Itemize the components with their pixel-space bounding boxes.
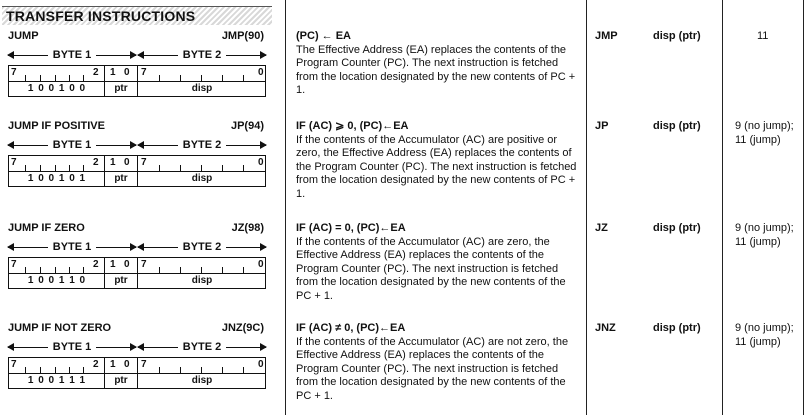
bit-field-box [8,257,266,289]
instruction-description [296,322,578,404]
description-text: The Effective Address (EA) replaces the contents of the Program Counter (PC). The next instruction is fetched from the location designated by the new contents of PC + 1. [296,43,576,97]
byte1-label [8,240,136,254]
byte2-label [138,48,266,62]
cycle-line: 9 (no jump); [735,322,794,334]
instruction-name: JUMP IF ZERO [8,222,85,234]
byte2-label [138,240,266,254]
instruction-name: JUMP [8,30,39,42]
column-rule [285,0,286,415]
instruction-format [8,240,266,290]
bit-number: 1 [110,157,116,168]
bit-number: 0 [258,67,264,78]
bit-number: 0 [258,157,264,168]
column-rule [803,0,804,415]
bit-number: 7 [141,259,147,270]
instruction-description [296,30,578,98]
instruction-format [8,138,266,188]
byte1-text: BYTE 1 [52,241,92,253]
operand: disp (ptr) [653,30,701,42]
byte1-text: BYTE 1 [52,139,92,151]
cycle-count [757,30,768,44]
bit-number: 7 [11,157,17,168]
byte2-text: BYTE 2 [182,139,222,151]
bit-field-box [8,357,266,389]
column-rule [586,0,587,415]
opcode-bits: 1 0 0 1 0 1 [27,173,87,184]
byte2-text: BYTE 2 [182,49,222,61]
operand: disp (ptr) [653,120,701,132]
disp-field: disp [191,83,213,94]
bit-number: 1 [110,359,116,370]
bit-field-box [8,155,266,187]
instruction-description [296,120,578,202]
section-header [2,6,272,25]
operand: disp (ptr) [653,222,701,234]
bit-field-box [8,65,266,97]
bit-number: 2 [93,359,99,370]
instruction-name: JUMP IF NOT ZERO [8,322,112,334]
bit-number: 0 [258,359,264,370]
cycle-line: 11 (jump) [735,235,781,248]
bit-number: 0 [258,259,264,270]
byte1-label [8,138,136,152]
column-rule [722,0,723,415]
bit-number: 1 [110,67,116,78]
ptr-field: ptr [114,83,128,94]
section-title: TRANSFER INSTRUCTIONS [6,8,196,24]
instruction-opcode: JZ(98) [231,222,264,234]
instruction-name: JUMP IF POSITIVE [8,120,105,132]
description-text: If the contents of the Accumulator (AC) are zero, the Effective Address (EA) replaces the contents of the Program Counter (PC). The next instruction is fetched from the location designated by the new contents of the PC + 1. [296,235,566,302]
cycle-line: 9 (no jump); [735,120,794,132]
byte2-label [138,340,266,354]
ptr-field: ptr [114,375,128,386]
bit-number: 2 [93,259,99,270]
bit-number: 2 [93,67,99,78]
cycle-line: 9 (no jump); [735,222,794,234]
byte1-label [8,340,136,354]
instruction-format [8,340,266,390]
byte2-text: BYTE 2 [182,241,222,253]
ptr-field: ptr [114,173,128,184]
description-text: If the contents of the Accumulator (AC) are not zero, the Effective Address (EA) replaces the contents of the Program Counter (PC). The next instruction is fetched from the location designated by the new contents of the PC + 1. [296,335,569,402]
bit-number: 0 [124,259,130,270]
bit-number: 7 [11,359,17,370]
mnemonic: JP [595,120,609,132]
instruction-description [296,222,578,304]
bit-number: 1 [110,259,116,270]
instruction-opcode: JP(94) [230,120,264,132]
bit-number: 0 [124,359,130,370]
mnemonic: JMP [595,30,618,42]
byte2-label [138,138,266,152]
cycle-count [735,222,794,249]
byte1-text: BYTE 1 [52,49,92,61]
byte2-text: BYTE 2 [182,341,222,353]
bit-number: 0 [124,157,130,168]
instruction-opcode: JNZ(9C) [221,322,264,334]
disp-field: disp [191,275,213,286]
bit-number: 2 [93,157,99,168]
cycle-line: 11 [757,30,769,42]
bit-number: 7 [141,359,147,370]
disp-field: disp [191,173,213,184]
bit-number: 0 [124,67,130,78]
cycle-count [735,120,794,147]
byte1-text: BYTE 1 [52,341,92,353]
byte1-label [8,48,136,62]
bit-number: 7 [141,157,147,168]
ptr-field: ptr [114,275,128,286]
mnemonic: JZ [595,222,608,234]
opcode-bits: 1 0 0 1 1 0 [27,275,87,286]
bit-number: 7 [141,67,147,78]
mnemonic: JNZ [595,322,616,334]
operation: (PC) ← EA [296,30,351,42]
instruction-format [8,48,266,98]
bit-number: 7 [11,67,17,78]
instruction-opcode: JMP(90) [221,30,264,42]
operand: disp (ptr) [653,322,701,334]
opcode-bits: 1 0 0 1 1 1 [27,375,87,386]
opcode-bits: 1 0 0 1 0 0 [27,83,87,94]
description-text: If the contents of the Accumulator (AC) are positive or zero, the Effective Address (EA) replaces the contents of the Program Counter (PC). The next instruction is fetched from the location designated by the new contents of PC + 1. [296,133,577,200]
operation: IF (AC) = 0, (PC)←EA [296,222,406,234]
cycle-line: 11 (jump) [735,335,781,348]
cycle-line: 11 (jump) [735,133,781,146]
operation: IF (AC) ⩾ 0, (PC)←EA [296,120,409,132]
bit-number: 7 [11,259,17,270]
operation: IF (AC) ≠ 0, (PC)←EA [296,322,406,334]
cycle-count [735,322,794,349]
disp-field: disp [191,375,213,386]
